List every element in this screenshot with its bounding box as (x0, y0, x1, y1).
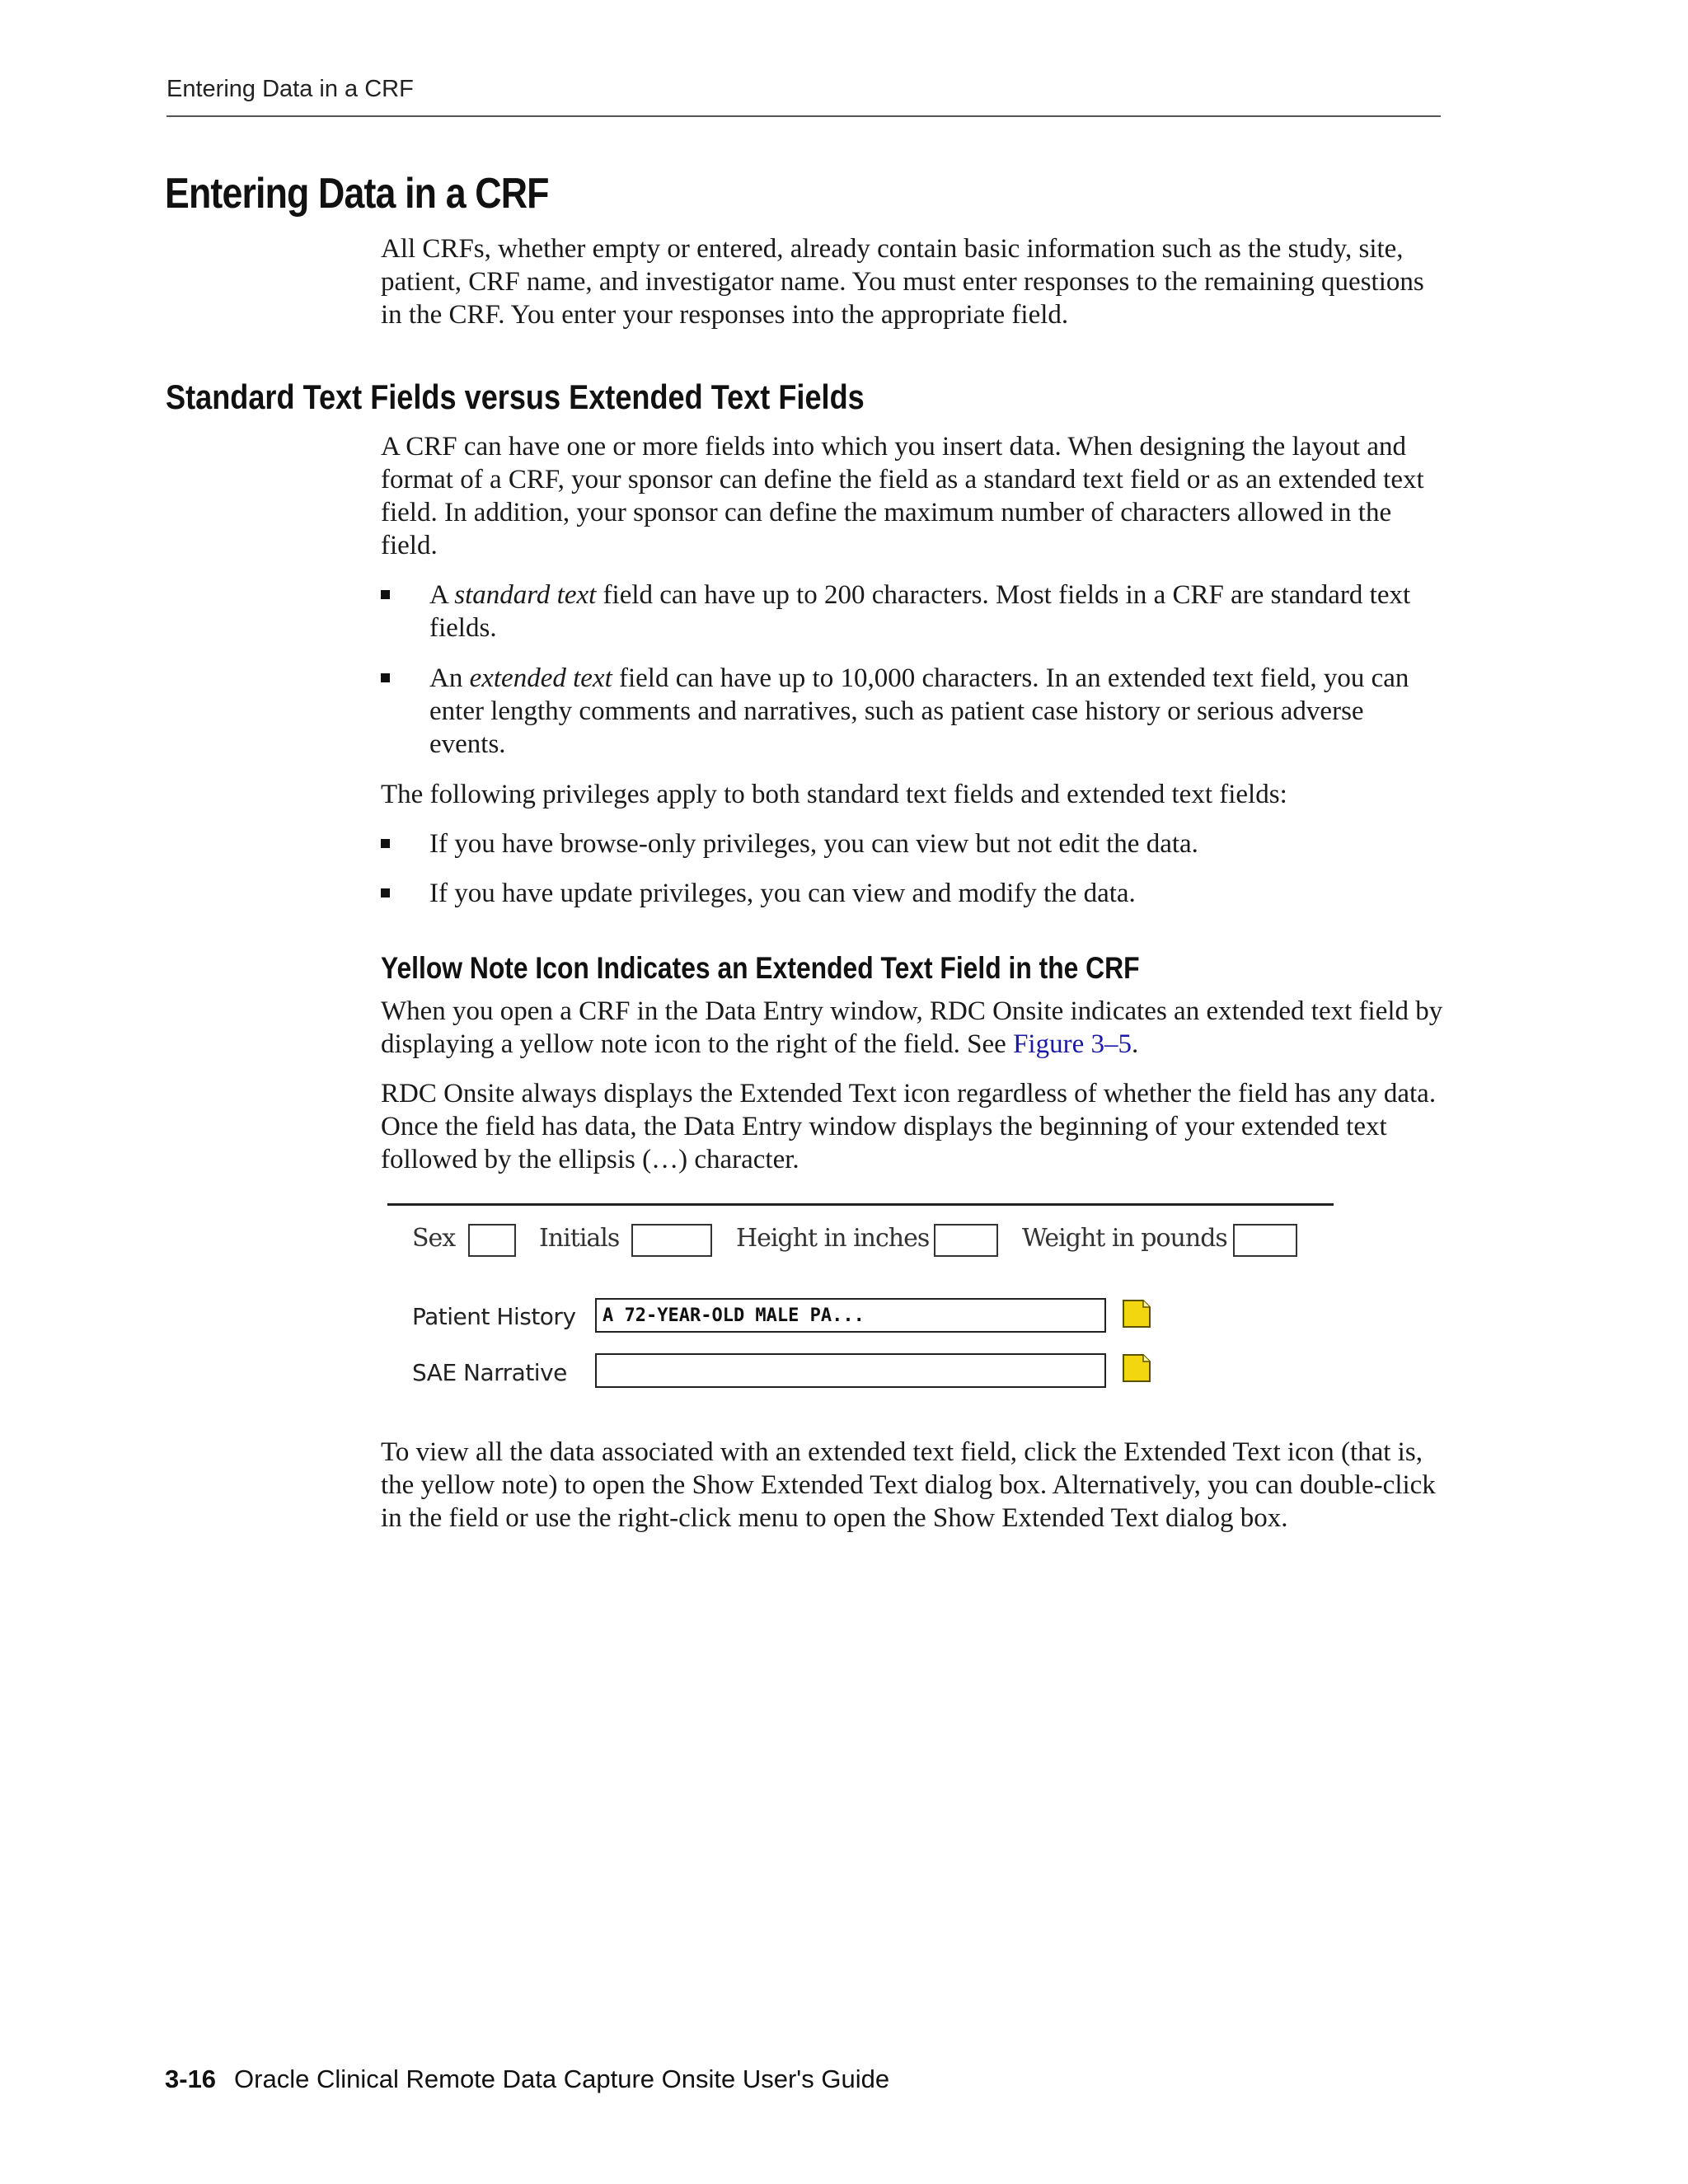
sex-input[interactable] (468, 1224, 516, 1257)
book-title: Oracle Clinical Remote Data Capture Onsite User's Guide (234, 2064, 890, 2093)
label-patient-history: Patient History (412, 1303, 576, 1330)
height-input[interactable] (934, 1224, 998, 1257)
figure-top-rule (387, 1203, 1334, 1206)
bullet-marker (381, 590, 390, 599)
subsection-title: Standard Text Fields versus Extended Text Fields (166, 377, 865, 416)
label-sae-narrative: SAE Narrative (412, 1359, 567, 1386)
label-height: Height in inches (736, 1224, 930, 1253)
page-footer (165, 2064, 889, 2094)
patient-history-field[interactable]: A 72-YEAR-OLD MALE PA... (595, 1298, 1106, 1333)
header-rule (166, 115, 1441, 117)
label-sex: Sex (412, 1224, 456, 1253)
section-title: Entering Data in a CRF (165, 170, 549, 218)
figure-link[interactable]: Figure 3–5 (1013, 1029, 1132, 1059)
page-number: 3-16 (165, 2064, 217, 2093)
label-weight: Weight in pounds (1022, 1224, 1227, 1253)
subsubsection-title: Yellow Note Icon Indicates an Extended Text Field in the CRF (381, 951, 1140, 985)
intro-paragraph: All CRFs, whether empty or entered, already contain basic information such as the study, site, patient, CRF name, and investigator name. You must enter responses to the remaining questions in the CRF. You enter your responses into the appropriate field. (381, 234, 1424, 330)
field-types-paragraph: A CRF can have one or more fields into which you insert data. When designing the layout and format of a CRF, your sponsor can define the field as a standard text field or as an extended text field. In addition, your sponsor can define the maximum number of characters allowed in the field. (381, 432, 1424, 560)
yellow-note-icon[interactable] (1121, 1298, 1152, 1329)
figure-crf-fields (387, 1199, 1337, 1405)
sae-narrative-field[interactable] (595, 1353, 1106, 1388)
initials-input[interactable] (631, 1224, 712, 1257)
label-initials: Initials (539, 1224, 620, 1253)
view-extended-paragraph: To view all the data associated with an extended text field, click the Extended Text icon (that is, the yellow note) to open the Show Extended Text dialog box. Alternatively, you can double-click in the field or use the right-click menu to open the Show Extended Text dialog box. (381, 1437, 1436, 1533)
bullet-marker (381, 888, 390, 898)
privileges-paragraph: The following privileges apply to both standard text fields and extended text fields: (381, 780, 1287, 809)
extended-icon-paragraph: RDC Onsite always displays the Extended Text icon regardless of whether the field has any data. Once the field has data, the Data Entry window displays the beginning of your extended text followed by the ellipsis (…) character. (381, 1079, 1437, 1174)
term-standard-text: standard text (454, 580, 597, 610)
bullet-marker (381, 673, 390, 682)
weight-input[interactable] (1233, 1224, 1297, 1257)
yellow-note-icon[interactable] (1121, 1352, 1152, 1384)
yellow-note-paragraph: When you open a CRF in the Data Entry window, RDC Onsite indicates an extended text field by displaying a yellow note icon to the right of the field. See Figure 3–5. (381, 996, 1443, 1059)
bullet-marker (381, 839, 390, 848)
term-extended-text: extended text (469, 663, 612, 693)
running-header: Entering Data in a CRF (166, 76, 414, 102)
